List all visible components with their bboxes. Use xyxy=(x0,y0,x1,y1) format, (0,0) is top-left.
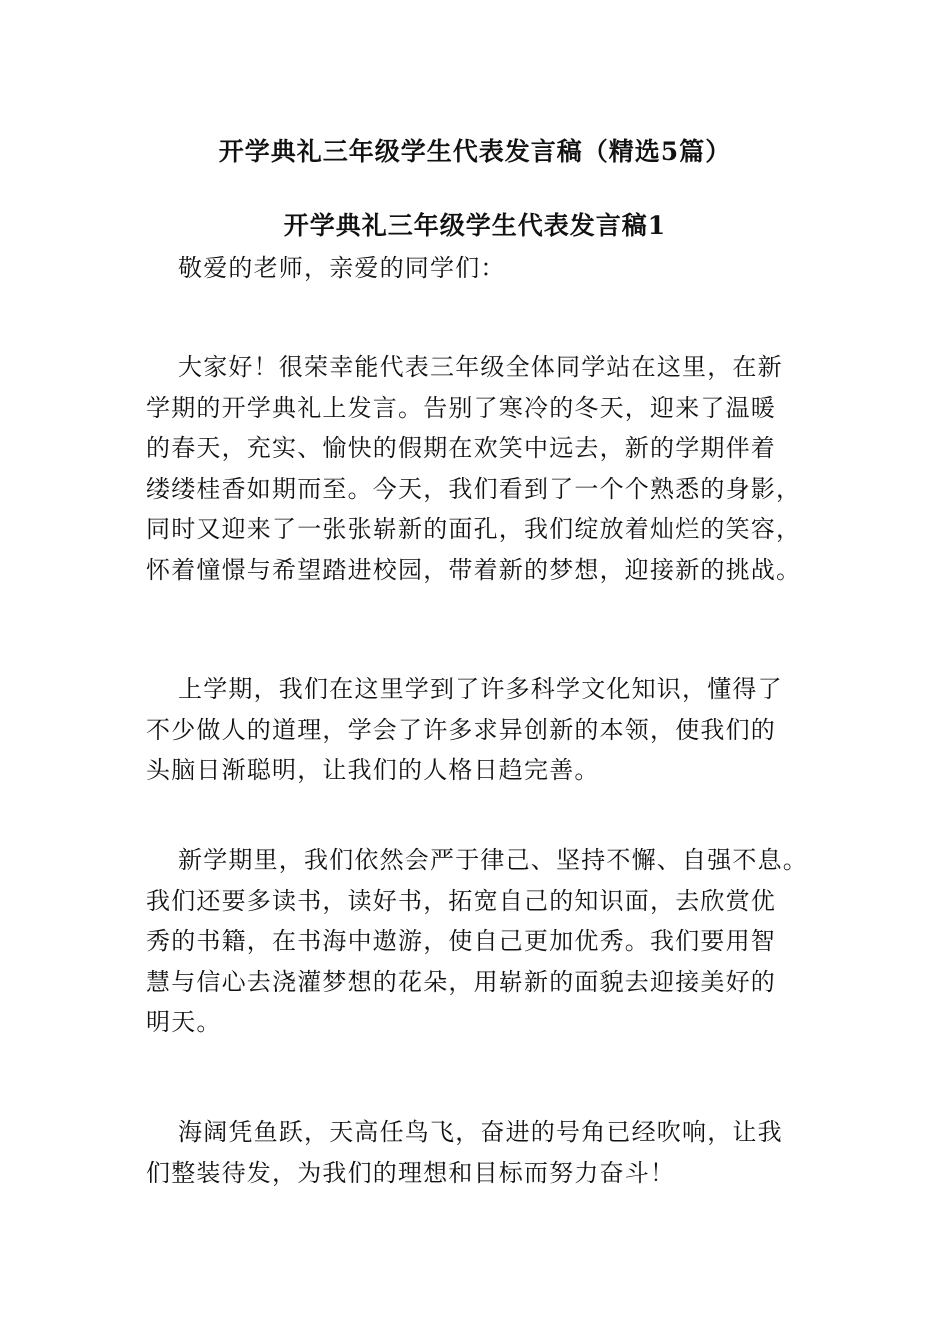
salutation-line: 敬爱的老师，亲爱的同学们： xyxy=(178,254,506,282)
paragraph-line: 同时又迎来了一张张崭新的面孔，我们绽放着灿烂的笑容， xyxy=(146,515,802,543)
salutation xyxy=(146,248,816,289)
paragraph-line: 怀着憧憬与希望踏进校园，带着新的梦想，迎接新的挑战。 xyxy=(146,555,802,584)
paragraph-line: 头脑日渐聪明，让我们的人格日趋完善。 xyxy=(146,756,600,784)
paragraph-line: 新学期里，我们依然会严于律己、坚持不懈、自强不息。 xyxy=(178,846,808,874)
paragraph-line: 海阔凭鱼跃，天高任鸟飞，奋进的号角已经吹响，让我 xyxy=(178,1118,783,1146)
paragraph-line: 上学期，我们在这里学到了许多科学文化知识，懂得了 xyxy=(178,675,783,703)
paragraph-line: 不少做人的道理，学会了许多求异创新的本领，使我们的 xyxy=(146,715,776,744)
paragraph-3 xyxy=(146,840,816,1043)
paragraph-line: 秀的书籍，在书海中遨游，使自己更加优秀。我们要用智 xyxy=(146,927,776,955)
paragraph-line: 我们还要多读书，读好书，拓宽自己的知识面，去欣赏优 xyxy=(146,886,776,915)
section-title: 开学典礼三年级学生代表发言稿1 xyxy=(283,211,667,240)
paragraph-line: 的春天，充实、愉快的假期在欢笑中远去，新的学期伴着 xyxy=(146,434,776,462)
paragraph-line: 慧与信心去浇灌梦想的花朵，用崭新的面貌去迎接美好的 xyxy=(146,967,776,996)
paragraph-line: 学期的开学典礼上发言。告别了寒冷的冬天，迎来了温暖 xyxy=(146,393,776,422)
paragraph-4 xyxy=(146,1112,816,1193)
paragraph-line: 大家好！很荣幸能代表三年级全体同学站在这里，在新 xyxy=(178,353,783,381)
paragraph-line: 明天。 xyxy=(146,1008,222,1036)
paragraph-line: 们整装待发，为我们的理想和目标而努力奋斗！ xyxy=(146,1158,676,1187)
paragraph-1 xyxy=(146,347,816,590)
paragraph-line: 缕缕桂香如期而至。今天，我们看到了一个个熟悉的身影， xyxy=(146,474,802,503)
paragraph-2 xyxy=(146,669,816,791)
document-title: 开学典礼三年级学生代表发言稿（精选5篇） xyxy=(218,137,732,166)
